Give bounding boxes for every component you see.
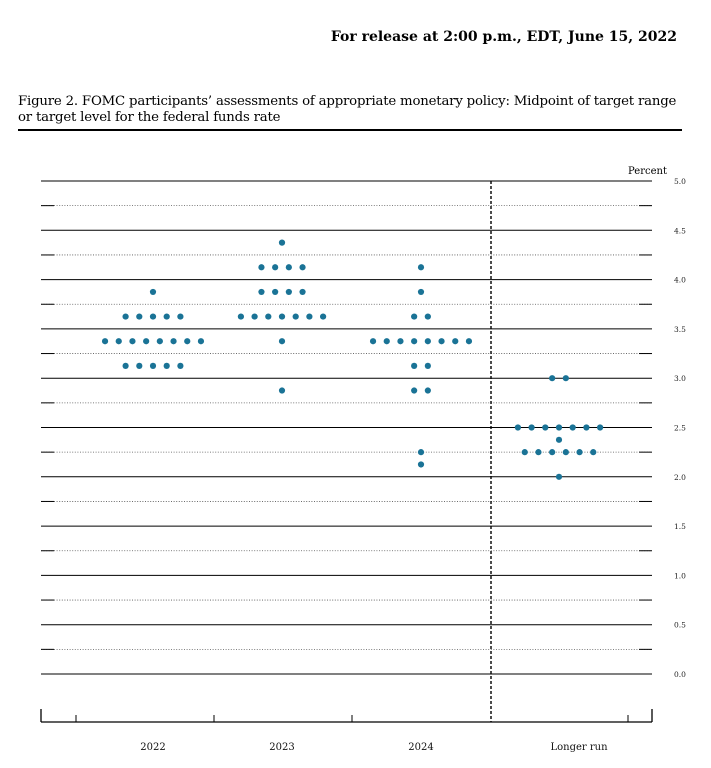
dot-2024 xyxy=(425,363,431,369)
dot-2023 xyxy=(286,289,292,295)
figure-caption: Figure 2. FOMC participants’ assessments of appropriate monetary policy: Midpoint of target range or target level for the federal funds rate xyxy=(18,94,677,125)
dot-2022 xyxy=(136,363,142,369)
y-tick-label: 3.5 xyxy=(674,324,686,334)
dot-2024 xyxy=(418,449,424,455)
dot-2022 xyxy=(143,338,149,344)
dot-2024 xyxy=(397,338,403,344)
dot-2022 xyxy=(198,338,204,344)
dot-2022 xyxy=(150,363,156,369)
dot-longer-run xyxy=(535,449,541,455)
y-tick-label: 4.5 xyxy=(674,226,686,236)
dot-2023 xyxy=(279,240,285,246)
dot-2023 xyxy=(306,313,312,319)
y-tick-label: 2.0 xyxy=(674,472,686,482)
y-tick-label: 1.0 xyxy=(674,571,686,581)
y-tick-label: 4.0 xyxy=(674,275,686,285)
dot-2022 xyxy=(136,313,142,319)
x-axis xyxy=(41,709,652,753)
y-tick-label: 2.5 xyxy=(674,423,686,433)
dot-2024 xyxy=(425,387,431,393)
dot-2023 xyxy=(258,264,264,270)
dot-2022 xyxy=(102,338,108,344)
x-tick-label: 2024 xyxy=(408,742,434,753)
dot-2022 xyxy=(177,363,183,369)
dot-2023 xyxy=(272,289,278,295)
dot-2023 xyxy=(320,313,326,319)
dot-2024 xyxy=(370,338,376,344)
dot-longer-run xyxy=(542,424,548,430)
release-note: For release at 2:00 p.m., EDT, June 15, 2022 xyxy=(330,29,677,45)
dot-2022 xyxy=(129,338,135,344)
y-tick-label: 5.0 xyxy=(674,177,686,186)
dot-longer-run xyxy=(556,474,562,480)
dot-2022 xyxy=(123,313,129,319)
dot-2022 xyxy=(164,363,170,369)
dot-2024 xyxy=(418,461,424,467)
dot-2023 xyxy=(258,289,264,295)
dot-2022 xyxy=(170,338,176,344)
y-axis xyxy=(674,177,686,679)
dot-2024 xyxy=(411,338,417,344)
grid-lines xyxy=(41,181,652,722)
x-tick-label: Longer run xyxy=(550,742,608,753)
dot-2022 xyxy=(150,289,156,295)
x-tick-label: 2023 xyxy=(269,742,295,753)
dot-longer-run xyxy=(590,449,596,455)
dot-2022 xyxy=(157,338,163,344)
dot-2023 xyxy=(279,338,285,344)
y-tick-label: 3.0 xyxy=(674,374,686,384)
dot-longer-run xyxy=(515,424,521,430)
dot-longer-run xyxy=(563,375,569,381)
y-tick-label: 0.0 xyxy=(674,670,686,679)
dot-2024 xyxy=(411,313,417,319)
dot-2023 xyxy=(299,289,305,295)
dot-2024 xyxy=(466,338,472,344)
dot-2023 xyxy=(265,313,271,319)
dot-longer-run xyxy=(529,424,535,430)
dot-2024 xyxy=(425,313,431,319)
dot-2022 xyxy=(123,363,129,369)
dot-2023 xyxy=(299,264,305,270)
dot-2024 xyxy=(411,363,417,369)
x-tick-label: 2022 xyxy=(140,742,166,753)
dots-layer xyxy=(102,240,603,480)
dot-longer-run xyxy=(563,449,569,455)
dot-longer-run xyxy=(522,449,528,455)
y-axis-label: Percent xyxy=(628,166,667,177)
dot-2023 xyxy=(293,313,299,319)
dot-longer-run xyxy=(549,375,555,381)
dot-2022 xyxy=(177,313,183,319)
dot-2023 xyxy=(252,313,258,319)
y-tick-label: 0.5 xyxy=(674,620,686,630)
dot-2024 xyxy=(438,338,444,344)
dot-2022 xyxy=(150,313,156,319)
dot-longer-run xyxy=(570,424,576,430)
dot-2022 xyxy=(164,313,170,319)
dot-2024 xyxy=(384,338,390,344)
dot-2023 xyxy=(286,264,292,270)
dot-2024 xyxy=(418,289,424,295)
dot-2023 xyxy=(238,313,244,319)
dot-longer-run xyxy=(576,449,582,455)
dot-longer-run xyxy=(556,437,562,443)
dot-2024 xyxy=(425,338,431,344)
dot-longer-run xyxy=(549,449,555,455)
dot-2023 xyxy=(279,387,285,393)
dot-2023 xyxy=(272,264,278,270)
dot-2024 xyxy=(418,264,424,270)
dot-longer-run xyxy=(597,424,603,430)
dot-2024 xyxy=(452,338,458,344)
dot-longer-run xyxy=(556,424,562,430)
dot-longer-run xyxy=(583,424,589,430)
y-tick-label: 1.5 xyxy=(674,522,686,532)
dot-2024 xyxy=(411,387,417,393)
dot-2023 xyxy=(279,313,285,319)
dot-2022 xyxy=(184,338,190,344)
dot-2022 xyxy=(116,338,122,344)
